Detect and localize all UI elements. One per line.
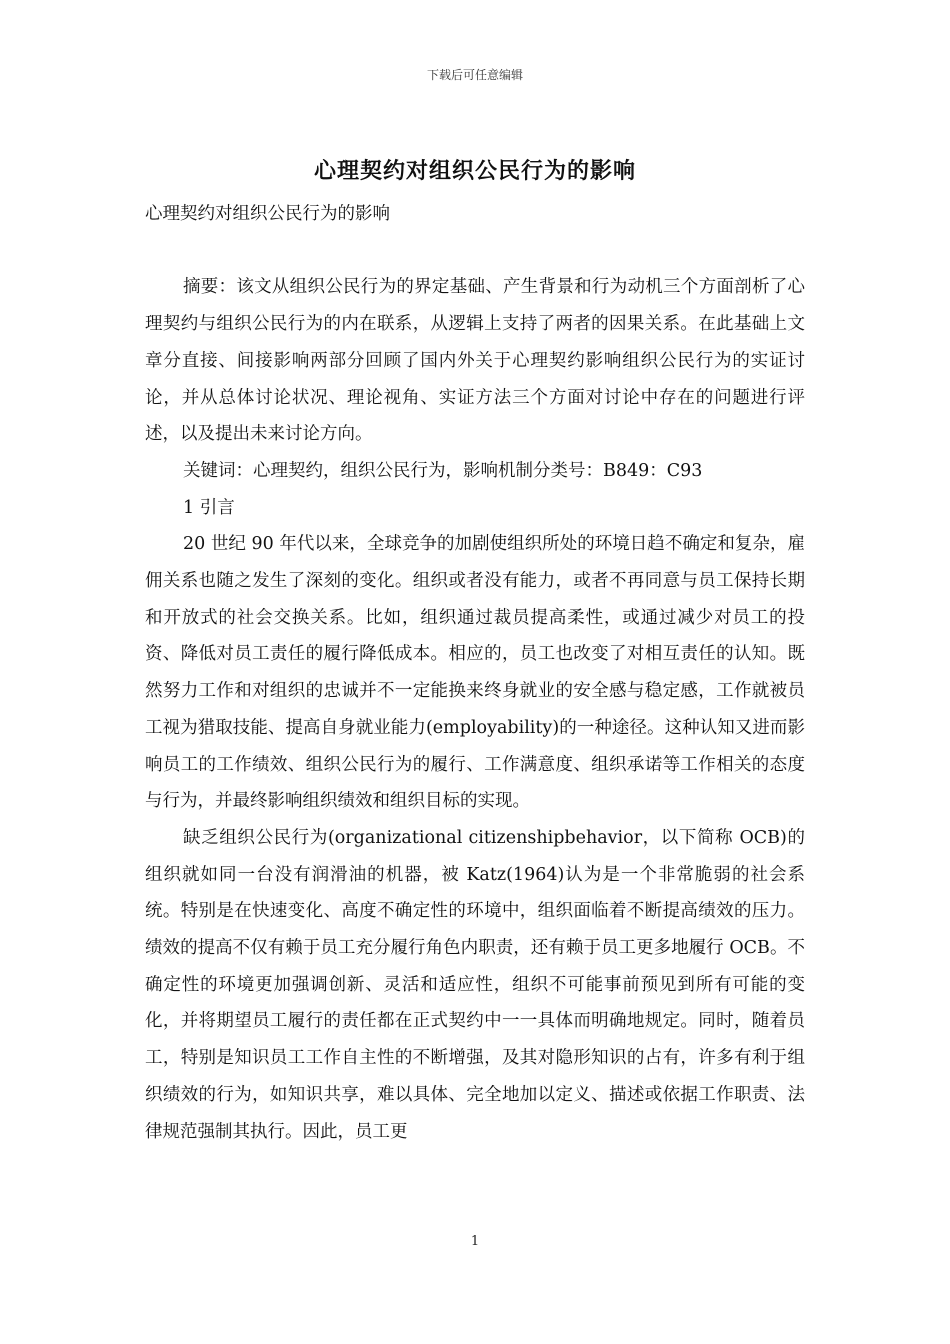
document-subtitle: 心理契约对组织公民行为的影响 bbox=[145, 204, 390, 224]
document-title: 心理契约对组织公民行为的影响 bbox=[313, 158, 636, 184]
section-heading: 1 引言 bbox=[183, 497, 235, 518]
blank-line bbox=[145, 233, 805, 270]
document-body bbox=[145, 196, 805, 1150]
abstract-paragraph: 摘要：该文从组织公民行为的界定基础、产生背景和行为动机三个方面剖析了心理契约与组织公民行为的内在联系，从逻辑上支持了两者的因果关系。在此基础上文章分直接、间接影响两部分回顾了国内外关于心理契约影响组织公民行为的实证讨论，并从总体讨论状况、理论视角、实证方法三个方面对讨论中存在的问题进行评述，以及提出未来讨论方向。 bbox=[145, 277, 805, 445]
keywords-line: 关键词：心理契约，组织公民行为，影响机制分类号：B849：C93 bbox=[183, 460, 703, 481]
page-number: 1 bbox=[470, 1234, 480, 1249]
header-note: 下载后可任意编辑 bbox=[426, 68, 523, 82]
body-paragraph-1: 20 世纪 90 年代以来，全球竞争的加剧使组织所处的环境日趋不确定和复杂，雇佣关系也随之发生了深刻的变化。组织或者没有能力，或者不再同意与员工保持长期和开放式的社会交换关系。比如，组织通过裁员提高柔性，或通过减少对员工的投资、降低对员工责任的履行降低成本。相应的，员工也改变了对相互责任的认知。既然努力工作和对组织的忠诚并不一定能换来终身就业的安全感与稳定感，工作就被员工视为猎取技能、提高自身就业能力(employability)的一种途径。这种认知又进而影响员工的工作绩效、组织公民行为的履行、工作满意度、组织承诺等工作相关的态度与行为，并最终影响组织绩效和组织目标的实现。 bbox=[145, 534, 805, 812]
body-paragraph-2: 缺乏组织公民行为(organizational citizenshipbehavior，以下简称 OCB)的组织就如同一台没有润滑油的机器，被 Katz(1964)认为是一个非常脆弱的社会系统。特别是在快速变化、高度不确定性的环境中，组织面临着不断提高绩效的压力。绩效的提高不仅有赖于员工充分履行角色内职责，还有赖于员工更多地履行 OCB。不确定性的环境更加强调创新、灵活和适应性，组织不可能事前预见到所有可能的变化，并将期望员工履行的责任都在正式契约中一一具体而明确地规定。同时，随着员工，特别是知识员工工作自主性的不断增强，及其对隐形知识的占有，许多有利于组织绩效的行为，如知识共享，难以具体、完全地加以定义、描述或依据工作职责、法律规范强制其执行。因此，员工更 bbox=[145, 827, 805, 1142]
